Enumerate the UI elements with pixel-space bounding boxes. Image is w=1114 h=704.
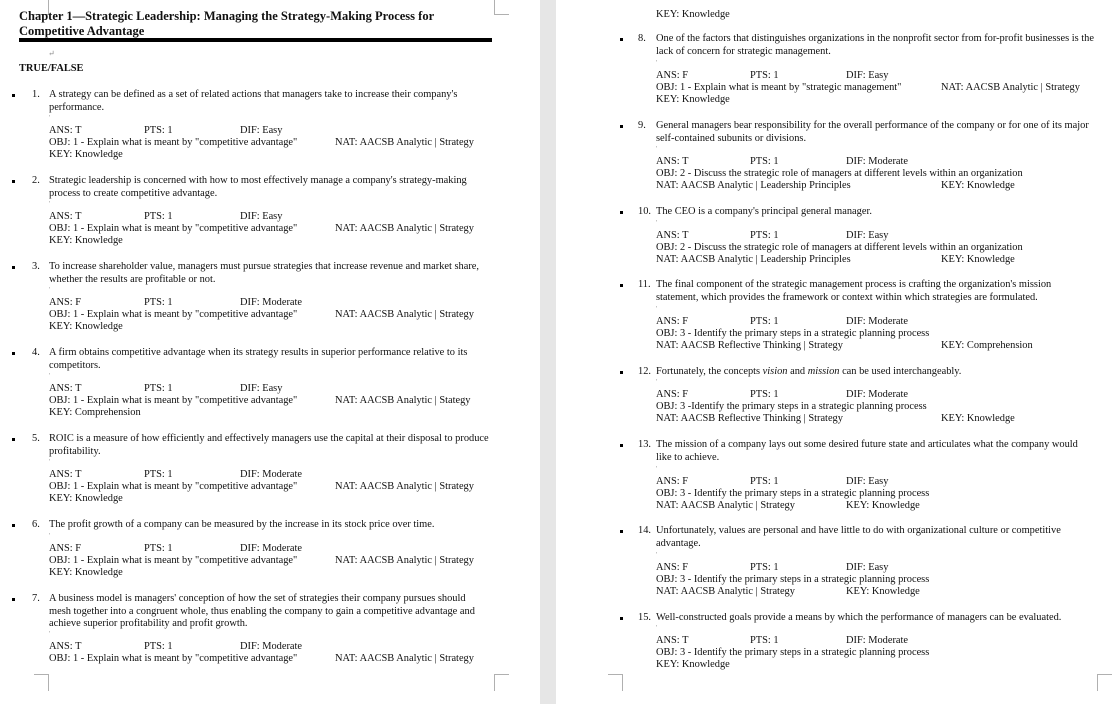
points-value: PTS: 1 xyxy=(144,125,173,136)
difficulty-value: DIF: Moderate xyxy=(240,469,303,480)
question-number: 15. xyxy=(638,612,651,623)
margin-corner-mark xyxy=(494,0,509,15)
points-value: PTS: 1 xyxy=(750,389,779,400)
difficulty-value: DIF: Moderate xyxy=(846,156,909,167)
key-value: KEY: Knowledge xyxy=(656,94,730,105)
key-value: KEY: Knowledge xyxy=(941,413,1015,424)
question-number: 10. xyxy=(638,206,651,217)
paragraph-mark: ' xyxy=(656,219,658,227)
difficulty-value: DIF: Moderate xyxy=(240,297,303,308)
answer-value: ANS: T xyxy=(49,469,82,480)
difficulty-value: DIF: Moderate xyxy=(240,641,303,652)
question-number: 8. xyxy=(638,33,646,44)
question-text: A business model is managers' conception of how the set of strategies their company pursues should mesh together into a congruent whole, thus enabling the company to gain a competitive advantage and achieve superior profitability and profit growth. xyxy=(49,593,475,629)
objective-value: OBJ: 3 - Identify the primary steps in a strategic planning process xyxy=(656,488,930,499)
paragraph-mark: ↵ xyxy=(48,49,55,58)
nat-value: NAT: AACSB Analytic | Strategy xyxy=(941,82,1080,93)
difficulty-value: DIF: Easy xyxy=(240,125,283,136)
key-value: KEY: Knowledge xyxy=(49,493,123,504)
question-number: 2. xyxy=(32,175,40,186)
question-number: 14. xyxy=(638,525,651,536)
difficulty-value: DIF: Easy xyxy=(240,211,283,222)
question-number: 12. xyxy=(638,366,651,377)
objective-value: OBJ: 3 - Identify the primary steps in a strategic planning process xyxy=(656,647,930,658)
objective-value: OBJ: 1 - Explain what is meant by "competitive advantage" xyxy=(49,555,298,566)
objective-value: OBJ: 2 - Discuss the strategic role of managers at different levels within an organization xyxy=(656,168,1023,179)
answer-value: ANS: F xyxy=(656,476,689,487)
nat-value: NAT: AACSB Analytic | Strategy xyxy=(656,500,795,511)
key-value: KEY: Knowledge xyxy=(49,235,123,246)
paragraph-mark: ' xyxy=(49,458,51,466)
difficulty-value: DIF: Easy xyxy=(846,70,889,81)
answer-value: ANS: T xyxy=(49,125,82,136)
paragraph-mark: ' xyxy=(49,630,51,638)
answer-value: ANS: F xyxy=(49,543,82,554)
points-value: PTS: 1 xyxy=(750,230,779,241)
difficulty-value: DIF: Easy xyxy=(240,383,283,394)
objective-value: OBJ: 1 - Explain what is meant by "competitive advantage" xyxy=(49,137,298,148)
answer-value: ANS: T xyxy=(656,635,689,646)
key-value: KEY: Knowledge xyxy=(941,180,1015,191)
question-text: Unfortunately, values are personal and have little to do with organizational culture or competitive advantage. xyxy=(656,525,1061,549)
chapter-title-line2: Competitive Advantage xyxy=(19,24,145,38)
difficulty-value: DIF: Moderate xyxy=(846,389,909,400)
nat-value: NAT: AACSB Reflective Thinking | Strategy xyxy=(656,413,843,424)
margin-corner-mark xyxy=(608,674,623,691)
points-value: PTS: 1 xyxy=(144,469,173,480)
list-bullet xyxy=(12,180,15,183)
answer-value: ANS: F xyxy=(656,70,689,81)
key-value: KEY: Knowledge xyxy=(656,659,730,670)
points-value: PTS: 1 xyxy=(144,383,173,394)
question-text: The CEO is a company's principal general manager. xyxy=(656,206,872,217)
difficulty-value: DIF: Easy xyxy=(846,562,889,573)
list-bullet xyxy=(620,38,623,41)
document-page-right xyxy=(556,0,1114,704)
key-value: KEY: Knowledge xyxy=(941,254,1015,265)
key-value: KEY: Comprehension xyxy=(49,407,141,418)
paragraph-mark: ' xyxy=(656,378,658,386)
objective-value: OBJ: 1 - Explain what is meant by "competitive advantage" xyxy=(49,653,298,664)
paragraph-mark: ' xyxy=(49,200,51,208)
points-value: PTS: 1 xyxy=(144,297,173,308)
key-value: KEY: Knowledge xyxy=(49,149,123,160)
question-text: One of the factors that distinguishes organizations in the nonprofit sector from for-profit businesses is the lack of concern for strategic management. xyxy=(656,33,1094,57)
objective-value: OBJ: 3 - Identify the primary steps in a strategic planning process xyxy=(656,574,930,585)
previous-key-line: KEY: Knowledge xyxy=(656,9,730,20)
objective-value: OBJ: 3 -Identify the primary steps in a strategic planning process xyxy=(656,401,927,412)
key-value: KEY: Knowledge xyxy=(49,567,123,578)
points-value: PTS: 1 xyxy=(750,562,779,573)
question-text: General managers bear responsibility for the overall performance of the company or for one of its major self-contained subunits or divisions. xyxy=(656,120,1089,144)
document-page-left xyxy=(0,0,540,704)
nat-value: NAT: AACSB Analytic | Strategy xyxy=(335,223,474,234)
paragraph-mark: ' xyxy=(656,59,658,67)
points-value: PTS: 1 xyxy=(750,70,779,81)
nat-value: NAT: AACSB Reflective Thinking | Strategy xyxy=(656,340,843,351)
title-rule xyxy=(19,38,492,42)
points-value: PTS: 1 xyxy=(750,635,779,646)
answer-value: ANS: F xyxy=(656,562,689,573)
difficulty-value: DIF: Moderate xyxy=(240,543,303,554)
paragraph-mark: ' xyxy=(656,465,658,473)
paragraph-mark: ' xyxy=(656,624,658,632)
answer-value: ANS: F xyxy=(49,297,82,308)
nat-value: NAT: AACSB Analytic | Strategy xyxy=(335,137,474,148)
chapter-title-line1: Chapter 1—Strategic Leadership: Managing the Strategy-Making Process for xyxy=(19,9,435,23)
list-bullet xyxy=(12,598,15,601)
question-text: The mission of a company lays out some desired future state and articulates what the company would like to achieve. xyxy=(656,439,1078,463)
answer-value: ANS: T xyxy=(49,383,82,394)
objective-value: OBJ: 1 - Explain what is meant by "competitive advantage" xyxy=(49,481,298,492)
list-bullet xyxy=(620,211,623,214)
question-text: The final component of the strategic management process is crafting the organization's mission statement, which provides the framework or context within which strategies are formulated. xyxy=(656,279,1052,303)
list-bullet xyxy=(620,284,623,287)
question-number: 9. xyxy=(638,120,646,131)
answer-value: ANS: T xyxy=(656,156,689,167)
points-value: PTS: 1 xyxy=(144,543,173,554)
points-value: PTS: 1 xyxy=(750,156,779,167)
paragraph-mark: ' xyxy=(49,114,51,122)
nat-value: NAT: AACSB Analytic | Strategy xyxy=(335,309,474,320)
question-number: 7. xyxy=(32,593,40,604)
list-bullet xyxy=(620,444,623,447)
question-text: A strategy can be defined as a set of related actions that managers take to increase their company's performance. xyxy=(49,89,458,113)
list-bullet xyxy=(620,617,623,620)
question-text: To increase shareholder value, managers must pursue strategies that increase revenue and market share, whether the results are profitable or not. xyxy=(49,261,480,285)
question-text: Well-constructed goals provide a means by which the performance of managers can be evaluated. xyxy=(656,612,1062,623)
points-value: PTS: 1 xyxy=(144,641,173,652)
question-number: 11. xyxy=(638,279,651,290)
answer-value: ANS: F xyxy=(656,389,689,400)
question-number: 6. xyxy=(32,519,40,530)
objective-value: OBJ: 1 - Explain what is meant by "competitive advantage" xyxy=(49,309,298,320)
question-text: Strategic leadership is concerned with how to most effectively manage a company's strategy-making process to create competitive advantage. xyxy=(49,175,467,199)
margin-corner-mark xyxy=(34,674,49,691)
question-text: Fortunately, the concepts vision and mission can be used interchangeably. xyxy=(656,366,962,377)
question-number: 13. xyxy=(638,439,651,450)
nat-value: NAT: AACSB Analytic | Strategy xyxy=(335,555,474,566)
objective-value: OBJ: 1 - Explain what is meant by "competitive advantage" xyxy=(49,223,298,234)
list-bullet xyxy=(12,94,15,97)
points-value: PTS: 1 xyxy=(750,476,779,487)
paragraph-mark: ' xyxy=(656,305,658,313)
margin-corner-mark xyxy=(494,674,509,691)
question-text: The profit growth of a company can be measured by the increase in its stock price over time. xyxy=(49,519,435,530)
question-number: 3. xyxy=(32,261,40,272)
difficulty-value: DIF: Moderate xyxy=(846,635,909,646)
question-number: 5. xyxy=(32,433,40,444)
key-value: KEY: Comprehension xyxy=(941,340,1033,351)
question-number: 4. xyxy=(32,347,40,358)
key-value: KEY: Knowledge xyxy=(49,321,123,332)
list-bullet xyxy=(12,352,15,355)
answer-value: ANS: F xyxy=(656,316,689,327)
answer-value: ANS: T xyxy=(49,211,82,222)
difficulty-value: DIF: Moderate xyxy=(846,316,909,327)
question-text: A firm obtains competitive advantage when its strategy results in superior performance relative to its competitors. xyxy=(49,347,468,371)
objective-value: OBJ: 1 - Explain what is meant by "competitive advantage" xyxy=(49,395,298,406)
nat-value: NAT: AACSB Analytic | Strategy xyxy=(335,653,474,664)
question-text: ROIC is a measure of how efficiently and effectively managers use the capital at their disposal to produce profitability. xyxy=(49,433,489,457)
question-number: 1. xyxy=(32,89,40,100)
paragraph-mark: ' xyxy=(49,372,51,380)
paragraph-mark: ' xyxy=(656,551,658,559)
list-bullet xyxy=(12,524,15,527)
key-value: KEY: Knowledge xyxy=(846,500,920,511)
list-bullet xyxy=(12,266,15,269)
list-bullet xyxy=(12,438,15,441)
list-bullet xyxy=(620,530,623,533)
nat-value: NAT: AACSB Analytic | Leadership Principles xyxy=(656,254,851,265)
objective-value: OBJ: 3 - Identify the primary steps in a strategic planning process xyxy=(656,328,930,339)
nat-value: NAT: AACSB Analytic | Strategy xyxy=(656,586,795,597)
paragraph-mark: ' xyxy=(49,532,51,540)
nat-value: NAT: AACSB Analytic | Strategy xyxy=(335,481,474,492)
section-heading: TRUE/FALSE xyxy=(19,63,84,74)
paragraph-mark: ' xyxy=(656,145,658,153)
paragraph-mark: ' xyxy=(49,286,51,294)
answer-value: ANS: T xyxy=(656,230,689,241)
difficulty-value: DIF: Easy xyxy=(846,230,889,241)
nat-value: NAT: AACSB Analytic | Stategy xyxy=(335,395,471,406)
points-value: PTS: 1 xyxy=(750,316,779,327)
objective-value: OBJ: 2 - Discuss the strategic role of managers at different levels within an organization xyxy=(656,242,1023,253)
difficulty-value: DIF: Easy xyxy=(846,476,889,487)
nat-value: NAT: AACSB Analytic | Leadership Principles xyxy=(656,180,851,191)
margin-corner-mark xyxy=(1097,674,1112,691)
objective-value: OBJ: 1 - Explain what is meant by "strategic management" xyxy=(656,82,902,93)
key-value: KEY: Knowledge xyxy=(846,586,920,597)
list-bullet xyxy=(620,125,623,128)
points-value: PTS: 1 xyxy=(144,211,173,222)
answer-value: ANS: T xyxy=(49,641,82,652)
list-bullet xyxy=(620,371,623,374)
